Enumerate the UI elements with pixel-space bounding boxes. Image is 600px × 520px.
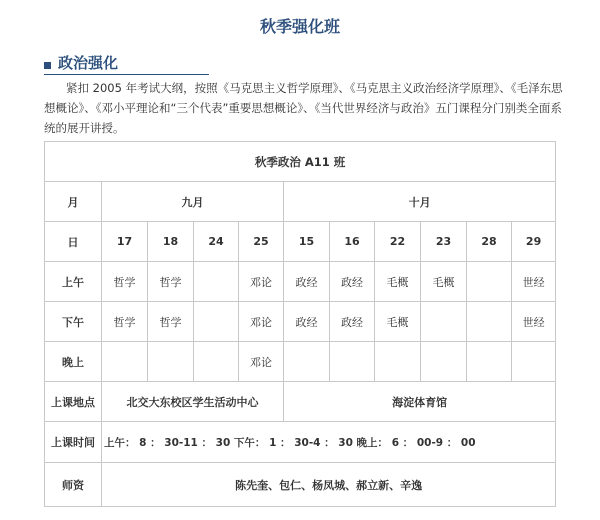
course-cell: [512, 342, 556, 382]
day-cell: 25: [239, 222, 284, 262]
course-cell: 世经: [512, 262, 556, 302]
page-title: 秋季强化班: [259, 17, 340, 36]
section-intro: 紧扣 2005 年考试大纲，按照《马克思主义哲学原理》、《马克思主义政治经济学原理》、《毛泽东思想概论》、《邓小平理论和“三个代表”重要思想概论》、《当代世界经济与政治》五门课程分门别类全面系统的展开讲授。: [44, 81, 563, 135]
day-cell: 17: [102, 222, 148, 262]
course-cell: 世经: [512, 302, 556, 342]
course-cell: 哲学: [102, 262, 148, 302]
course-cell: [375, 342, 421, 382]
course-cell: [467, 262, 512, 302]
course-cell: 毛概: [421, 262, 467, 302]
course-cell: [194, 262, 239, 302]
time-label: 上课时间: [45, 422, 102, 463]
course-cell: 邓论: [239, 342, 284, 382]
course-cell: [467, 342, 512, 382]
day-cell: 23: [421, 222, 467, 262]
course-cell: 毛概: [375, 262, 421, 302]
course-cell: 哲学: [148, 302, 194, 342]
teacher-label: 师资: [45, 463, 102, 507]
day-cell: 24: [194, 222, 239, 262]
month-september: 九月: [102, 182, 284, 222]
session-label-evening: 晚上: [45, 342, 102, 382]
course-cell: 哲学: [102, 302, 148, 342]
course-cell: 政经: [284, 262, 330, 302]
course-cell: [467, 302, 512, 342]
course-cell: 哲学: [148, 262, 194, 302]
course-cell: 毛概: [375, 302, 421, 342]
course-cell: 政经: [284, 302, 330, 342]
day-cell: 28: [467, 222, 512, 262]
course-cell: [194, 302, 239, 342]
location-september: 北交大东校区学生活动中心: [102, 382, 284, 422]
course-cell: 邓论: [239, 302, 284, 342]
course-cell: [148, 342, 194, 382]
day-cell: 15: [284, 222, 330, 262]
location-october: 海淀体育馆: [284, 382, 556, 422]
course-cell: 政经: [330, 302, 375, 342]
session-label-morning: 上午: [45, 262, 102, 302]
month-label: 月: [45, 182, 102, 222]
month-october: 十月: [284, 182, 556, 222]
section-title: 政治强化: [58, 54, 119, 72]
day-cell: 29: [512, 222, 556, 262]
course-cell: [421, 342, 467, 382]
course-cell: 政经: [330, 262, 375, 302]
location-label: 上课地点: [45, 382, 102, 422]
course-cell: [102, 342, 148, 382]
time-value: 上午： 8 ： 30-11 ： 30 下午： 1 ： 30-4 ： 30 晚上： 6 ： 00-9 ： 00: [102, 422, 556, 463]
section-header: [44, 52, 209, 75]
course-cell: [284, 342, 330, 382]
day-cell: 18: [148, 222, 194, 262]
course-cell: [330, 342, 375, 382]
day-cell: 22: [375, 222, 421, 262]
schedule-table: [44, 141, 556, 507]
course-cell: 邓论: [239, 262, 284, 302]
course-cell: [194, 342, 239, 382]
day-label: 日: [45, 222, 102, 262]
course-cell: [421, 302, 467, 342]
class-title: 秋季政治 A11 班: [45, 142, 556, 182]
session-label-afternoon: 下午: [45, 302, 102, 342]
day-cell: 16: [330, 222, 375, 262]
square-bullet-icon: [44, 62, 51, 69]
teacher-list: 陈先奎、包仁、杨凤城、郝立新、辛逸: [102, 463, 556, 507]
